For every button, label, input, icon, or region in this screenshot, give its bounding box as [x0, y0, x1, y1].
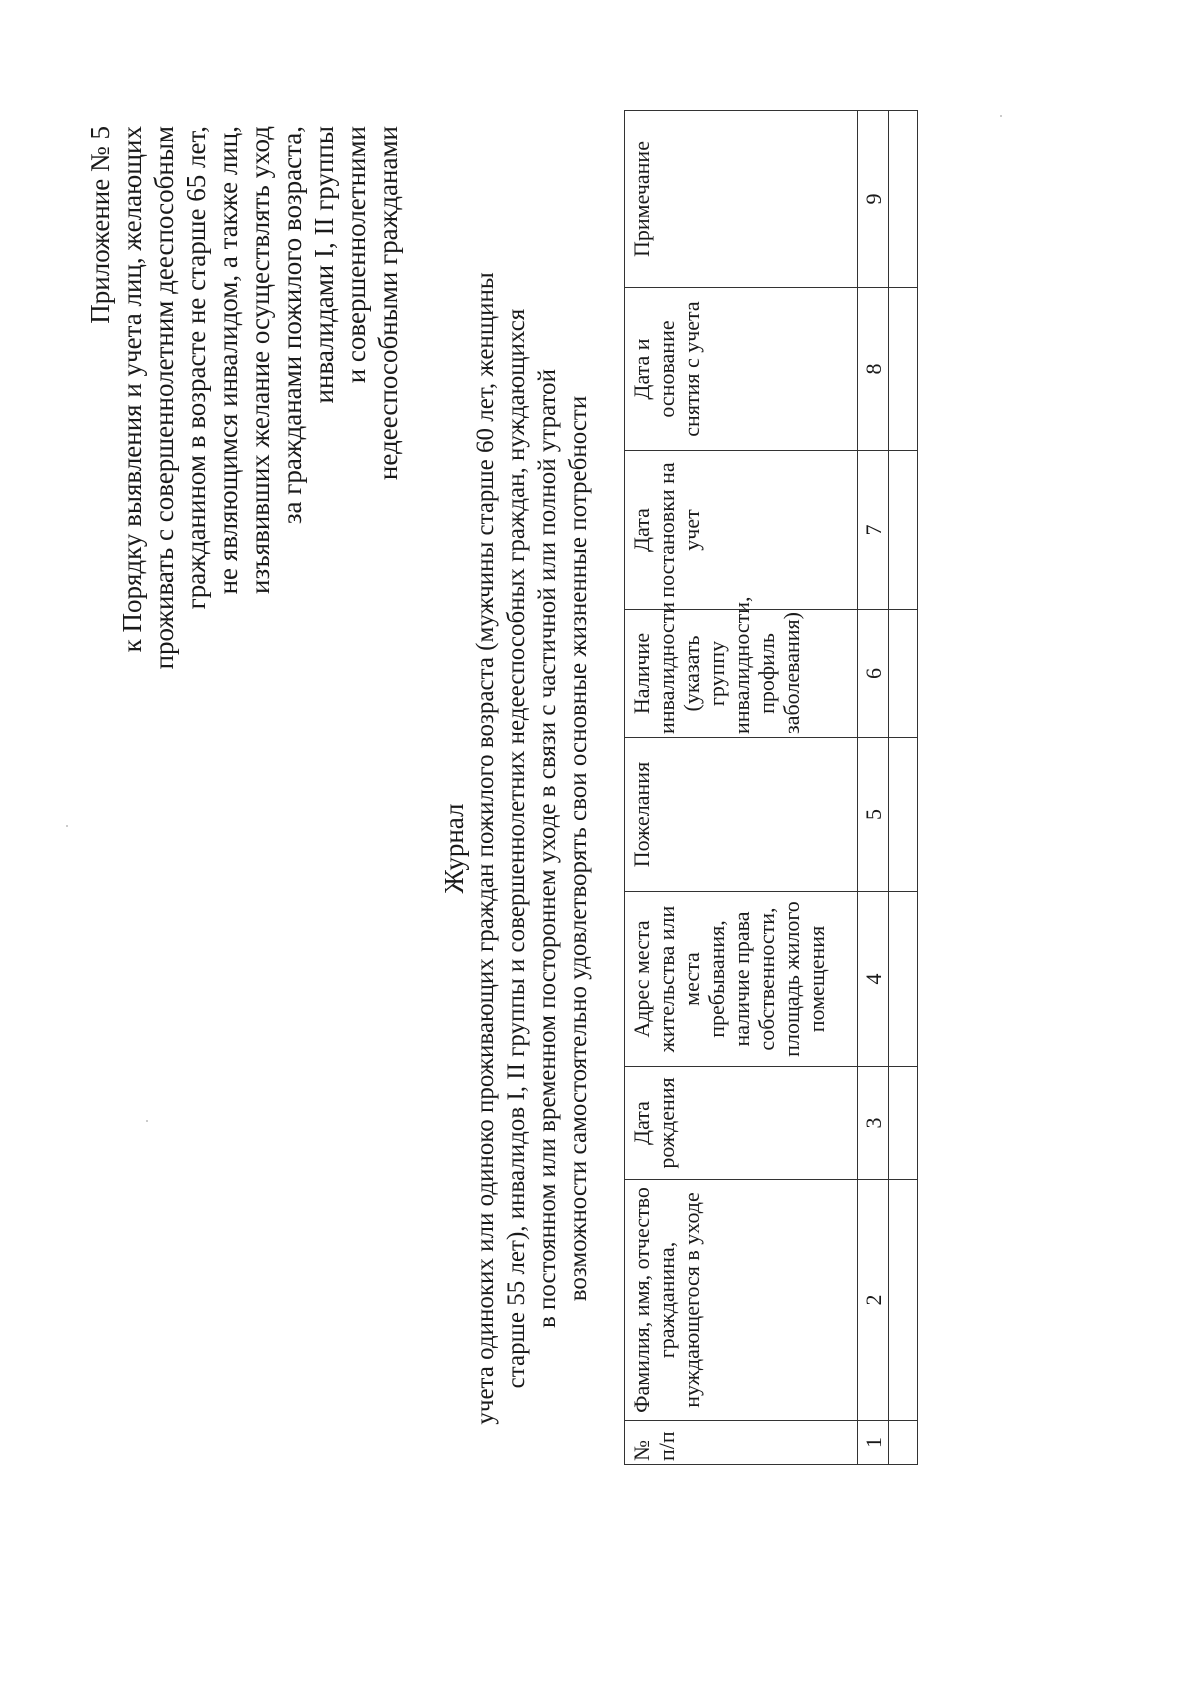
column-number: 7: [858, 451, 889, 610]
empty-cell: [889, 1421, 918, 1465]
scan-speck: [146, 1120, 148, 1122]
column-header-disability: Наличие инвалидности (указать группу инвалидности, профиль заболевания): [625, 610, 858, 738]
description-line: старше 55 лет), инвалидов I, II группы и совершеннолетних недееспособных граждан, нуждающихся: [503, 308, 530, 1389]
column-header-registration-date: Дата постановки на учет: [625, 451, 858, 610]
column-header-deregistration: Дата и основание снятия с учета: [625, 288, 858, 451]
column-number: 6: [858, 610, 889, 738]
empty-cell: [889, 111, 918, 288]
journal-title: Журнал: [439, 803, 469, 894]
empty-cell: [889, 1180, 918, 1421]
column-header-wishes: Пожелания: [625, 738, 858, 892]
empty-cell: [889, 610, 918, 738]
description-line: учета одиноких или одиноко проживающих граждан пожилого возраста (мужчины старше 60 лет, женщины: [472, 272, 499, 1425]
description-line: возможности самостоятельно удовлетворять свои основные жизненные потребности: [565, 395, 592, 1302]
column-header-birth-date: Дата рождения: [625, 1067, 858, 1180]
column-number: 2: [858, 1180, 889, 1421]
appendix-line: гражданином в возрасте не старше 65 лет,: [181, 126, 211, 610]
scan-speck: [66, 825, 68, 827]
table-header-row: [625, 111, 858, 1465]
journal-description: [470, 0, 594, 1697]
journal-heading: [438, 0, 594, 1697]
column-number: 3: [858, 1067, 889, 1180]
appendix-line: и совершеннолетними: [341, 126, 371, 384]
appendix-line: недееспособными гражданами: [373, 126, 403, 481]
column-number: 5: [858, 738, 889, 892]
empty-cell: [889, 892, 918, 1067]
column-number: 9: [858, 111, 889, 288]
column-header-address: Адрес места жительства или места пребывания, наличие права собственности, площадь жилого помещения: [625, 892, 858, 1067]
journal-table: [624, 110, 918, 1465]
appendix-line: за гражданами пожилого возраста,: [277, 126, 307, 525]
column-number: 1: [858, 1421, 889, 1465]
appendix-header: [84, 126, 404, 1026]
appendix-line: к Порядку выявления и учета лиц, желающих: [117, 126, 147, 653]
column-number-row: [858, 111, 889, 1465]
appendix-line: инвалидами I, II группы: [309, 126, 339, 404]
column-header-note: Примечание: [625, 111, 858, 288]
empty-cell: [889, 738, 918, 892]
empty-cell: [889, 1067, 918, 1180]
column-header-number: № п/п: [625, 1421, 858, 1465]
empty-cell: [889, 451, 918, 610]
column-header-full-name: Фамилия, имя, отчество гражданина, нуждающегося в уходе: [625, 1180, 858, 1421]
empty-cell: [889, 288, 918, 451]
appendix-line: не являющимся инвалидом, а также лиц,: [213, 126, 243, 595]
column-number: 4: [858, 892, 889, 1067]
appendix-line: Приложение № 5: [85, 126, 115, 324]
description-line: в постоянном или временном постороннем уходе в связи с частичной или полной утратой: [534, 368, 561, 1329]
appendix-line: изъявивших желание осуществлять уход: [245, 126, 275, 594]
empty-table-row: [889, 111, 918, 1465]
column-number: 8: [858, 288, 889, 451]
appendix-line: проживать с совершеннолетним дееспособным: [149, 126, 179, 670]
scan-speck: [1000, 115, 1002, 117]
